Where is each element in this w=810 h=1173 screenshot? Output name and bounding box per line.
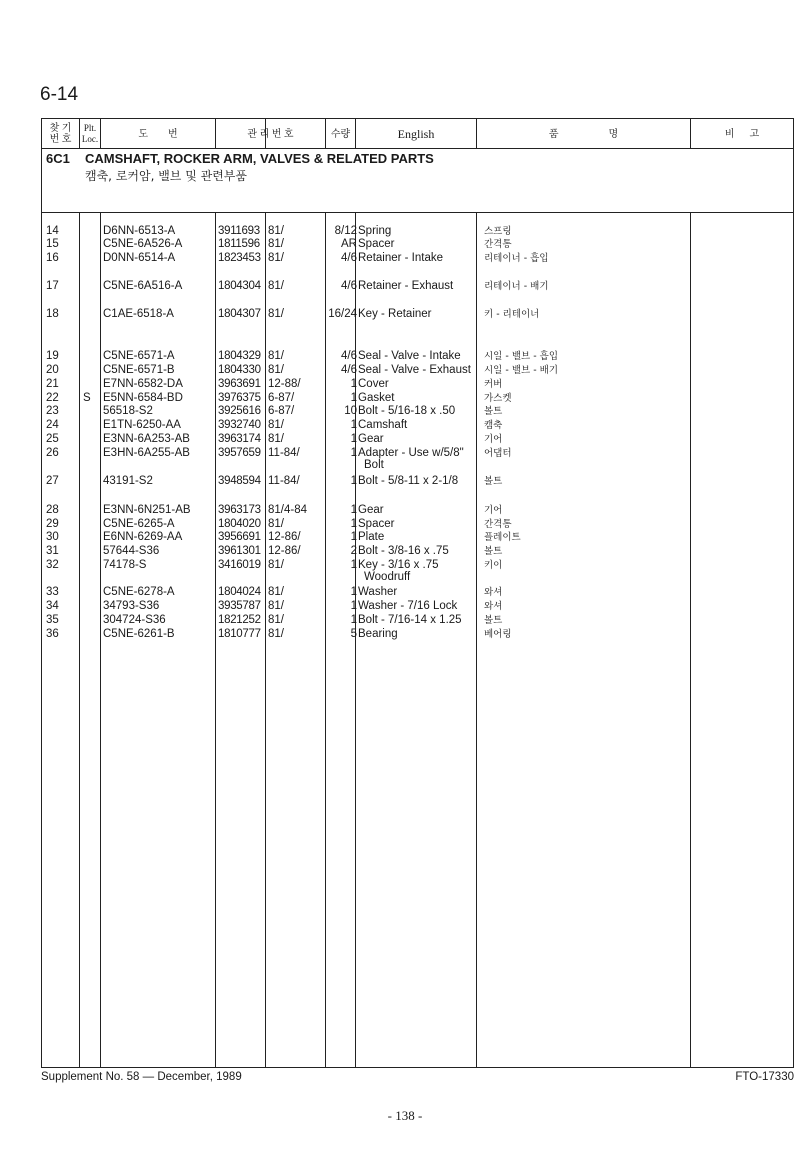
row-quantity: 1 <box>350 559 357 571</box>
row-loc: 31 <box>46 545 59 557</box>
row-part-number: E3NN-6A253-AB <box>103 433 190 445</box>
row-english-name: Seal - Valve - Intake <box>358 350 461 362</box>
row-loc: 35 <box>46 614 59 626</box>
row-korean-name: 캠축 <box>484 420 503 431</box>
row-korean-name: 볼트 <box>484 615 503 626</box>
row-loc: 21 <box>46 378 59 390</box>
row-quantity: 10 <box>344 405 357 417</box>
header-mgmt: 관 리 번 호 <box>247 128 294 140</box>
row-date: 11-84/ <box>268 475 300 487</box>
row-korean-name: 베어링 <box>484 629 512 640</box>
row-loc: 29 <box>46 518 59 530</box>
row-quantity: 4/6 <box>341 364 357 376</box>
row-loc: 25 <box>46 433 59 445</box>
col-divider <box>215 119 216 1067</box>
row-english-name: Retainer - Exhaust <box>358 280 454 292</box>
row-management-number: 1804024 <box>218 586 261 598</box>
row-management-number: 1804020 <box>218 518 261 530</box>
row-loc: 14 <box>46 225 59 237</box>
row-english-name: Bolt - 3/8-16 x .75 <box>358 545 449 557</box>
row-management-number: 3961301 <box>218 545 261 557</box>
row-date: 81/ <box>268 364 284 376</box>
row-english-name: Retainer - Intake <box>358 252 444 264</box>
row-english-name: Camshaft <box>358 419 408 431</box>
row-date: 81/ <box>268 280 284 292</box>
row-loc: 36 <box>46 628 59 640</box>
row-english-name: Plate <box>358 531 385 543</box>
row-english-name: Adapter - Use w/5/8" <box>358 447 464 459</box>
row-date: 81/ <box>268 225 284 237</box>
row-date: 81/4-84 <box>268 504 308 516</box>
row-korean-name: 기어 <box>484 505 503 516</box>
row-loc: 33 <box>46 586 59 598</box>
row-english-name: Washer - 7/16 Lock <box>358 600 458 612</box>
row-quantity: 4/6 <box>341 350 357 362</box>
row-management-number: 3976375 <box>218 392 261 404</box>
row-loc: 19 <box>46 350 59 362</box>
row-loc: 20 <box>46 364 59 376</box>
row-quantity: 1 <box>350 586 357 598</box>
row-english-name: Gear <box>358 504 384 516</box>
header-qty: 수량 <box>330 128 351 140</box>
row-management-number: 3416019 <box>218 559 261 571</box>
row-part-number: 43191-S2 <box>103 475 153 487</box>
section-title: CAMSHAFT, ROCKER ARM, VALVES & RELATED PARTS <box>85 151 434 166</box>
row-quantity: 1 <box>350 518 357 530</box>
row-english-name: Key - 3/16 x .75 <box>358 559 439 571</box>
row-date: 81/ <box>268 614 284 626</box>
row-english-name: Bolt - 5/16-18 x .50 <box>358 405 456 417</box>
row-part-number: C5NE-6265-A <box>103 518 175 530</box>
row-management-number: 3963174 <box>218 433 261 445</box>
row-part-number: E1TN-6250-AA <box>103 419 181 431</box>
row-korean-name: 커버 <box>484 379 503 390</box>
row-part-number: C5NE-6278-A <box>103 586 175 598</box>
row-korean-name: 키 - 리테이너 <box>484 309 540 320</box>
row-management-number: 1823453 <box>218 252 261 264</box>
row-part-number: 57644-S36 <box>103 545 160 557</box>
row-part-number: C5NE-6A516-A <box>103 280 183 292</box>
row-korean-name: 간격통 <box>484 239 512 250</box>
row-korean-name: 시일 - 밸브 - 흡입 <box>484 351 558 362</box>
section-title-korean: 캠축, 로커암, 밸브 및 관련부품 <box>85 169 247 183</box>
row-management-number: 3957659 <box>218 447 261 459</box>
row-management-number: 3963173 <box>218 504 261 516</box>
row-management-number: 1810777 <box>218 628 261 640</box>
row-quantity: 1 <box>350 433 357 445</box>
row-management-number: 3956691 <box>218 531 261 543</box>
col-divider <box>690 119 691 1067</box>
row-management-number: 3932740 <box>218 419 261 431</box>
row-english-name-cont: Woodruff <box>364 571 411 583</box>
row-english-name: Cover <box>358 378 389 390</box>
row-management-number: 3963691 <box>218 378 261 390</box>
row-part-number: C5NE-6571-B <box>103 364 175 376</box>
row-korean-name: 와셔 <box>484 587 503 598</box>
row-management-number: 1804307 <box>218 308 261 320</box>
row-date: 6-87/ <box>268 392 295 404</box>
row-loc: 17 <box>46 280 59 292</box>
row-korean-name: 플레이트 <box>484 532 521 543</box>
table-header <box>42 119 793 149</box>
row-korean-name: 간격통 <box>484 519 512 530</box>
row-loc: 16 <box>46 252 59 264</box>
col-divider <box>100 119 101 1067</box>
header-plt: Plt. Loc. <box>81 123 99 144</box>
row-loc: 30 <box>46 531 59 543</box>
row-date: 81/ <box>268 586 284 598</box>
row-loc: 22 <box>46 392 59 404</box>
row-loc: 24 <box>46 419 59 431</box>
row-korean-name: 볼트 <box>484 476 503 487</box>
header-part: 도 번 <box>138 128 178 140</box>
row-korean-name: 리테이너 - 배기 <box>484 281 549 292</box>
row-korean-name: 시일 - 밸브 - 배기 <box>484 365 558 376</box>
row-date: 12-88/ <box>268 378 301 390</box>
row-date: 81/ <box>268 350 284 362</box>
row-loc: 23 <box>46 405 59 417</box>
header-english: English <box>397 126 435 141</box>
form-number: FTO-17330 <box>735 1071 794 1083</box>
row-quantity: 1 <box>350 475 357 487</box>
row-korean-name: 키이 <box>484 560 503 571</box>
row-date: 81/ <box>268 419 284 431</box>
row-quantity: 2 <box>350 545 357 557</box>
row-english-name: Bolt - 7/16-14 x 1.25 <box>358 614 462 626</box>
row-part-number: D0NN-6514-A <box>103 252 176 264</box>
row-part-number: E5NN-6584-BD <box>103 392 183 404</box>
row-english-name: Key - Retainer <box>358 308 432 320</box>
row-english-name: Gear <box>358 433 384 445</box>
row-management-number: 1811596 <box>218 238 260 250</box>
row-english-name: Seal - Valve - Exhaust <box>358 364 471 376</box>
row-date: 81/ <box>268 518 284 530</box>
row-english-name: Gasket <box>358 392 395 404</box>
row-english-name: Spacer <box>358 518 395 530</box>
row-korean-name: 가스켓 <box>484 393 512 404</box>
row-loc: 18 <box>46 308 59 320</box>
row-loc: 28 <box>46 504 59 516</box>
parts-table <box>41 118 794 1068</box>
row-date: 81/ <box>268 433 284 445</box>
row-quantity: 1 <box>350 447 357 459</box>
row-korean-name: 기어 <box>484 434 503 445</box>
row-english-name-cont: Bolt <box>364 459 384 471</box>
col-divider <box>79 119 80 1067</box>
row-part-number: E3HN-6A255-AB <box>103 447 190 459</box>
row-quantity: 5 <box>350 628 357 640</box>
row-management-number: 1804329 <box>218 350 261 362</box>
row-korean-name: 리테이너 - 흡입 <box>484 253 549 264</box>
row-management-number: 1804330 <box>218 364 261 376</box>
row-management-number: 1804304 <box>218 280 261 292</box>
row-korean-name: 볼트 <box>484 546 503 557</box>
row-management-number: 3948594 <box>218 475 261 487</box>
row-quantity: 1 <box>350 392 357 404</box>
supplement-note: Supplement No. 58 — December, 1989 <box>41 1071 242 1083</box>
row-quantity: 1 <box>350 614 357 626</box>
row-date: 12-86/ <box>268 545 301 557</box>
row-date: 81/ <box>268 559 284 571</box>
row-part-number: 56518-S2 <box>103 405 153 417</box>
row-quantity: 8/12 <box>334 225 357 237</box>
row-quantity: 1 <box>350 378 357 390</box>
row-english-name: Spacer <box>358 238 395 250</box>
row-loc: 32 <box>46 559 59 571</box>
row-date: 81/ <box>268 600 284 612</box>
row-management-number: 3925616 <box>218 405 261 417</box>
row-quantity: 4/6 <box>341 280 357 292</box>
row-part-number: E3NN-6N251-AB <box>103 504 191 516</box>
row-date: 81/ <box>268 238 284 250</box>
row-korean-name: 와셔 <box>484 601 503 612</box>
row-english-name: Washer <box>358 586 398 598</box>
row-part-number: C1AE-6518-A <box>103 308 174 320</box>
row-management-number: 1821252 <box>218 614 261 626</box>
section-code: 6C1 <box>46 151 70 166</box>
header-remarks: 비 고 <box>724 128 760 140</box>
row-english-name: Bolt - 5/8-11 x 2-1/8 <box>358 475 459 487</box>
row-korean-name: 스프링 <box>484 226 512 237</box>
row-part-number: C5NE-6571-A <box>103 350 175 362</box>
section-heading <box>42 149 793 213</box>
row-management-number: 3911693 <box>218 225 260 237</box>
col-divider <box>476 119 477 1067</box>
col-divider <box>265 119 266 1067</box>
row-date: 81/ <box>268 628 284 640</box>
row-part-number: C5NE-6261-B <box>103 628 175 640</box>
row-quantity: 16/24 <box>328 308 357 320</box>
row-date: 6-87/ <box>268 405 295 417</box>
row-part-number: E7NN-6582-DA <box>103 378 183 390</box>
row-korean-name: 어댑터 <box>484 448 512 459</box>
row-part-number: 304724-S36 <box>103 614 166 626</box>
row-quantity: 1 <box>350 419 357 431</box>
row-part-number: C5NE-6A526-A <box>103 238 183 250</box>
row-part-number: D6NN-6513-A <box>103 225 176 237</box>
row-date: 12-86/ <box>268 531 301 543</box>
row-date: 81/ <box>268 252 284 264</box>
header-korean: 품 명 <box>548 128 619 140</box>
page-footer-number: - 138 - <box>387 1108 423 1123</box>
row-quantity: 1 <box>350 504 357 516</box>
row-plt: S <box>83 392 91 404</box>
row-part-number: E6NN-6269-AA <box>103 531 183 543</box>
row-quantity: 4/6 <box>341 252 357 264</box>
row-loc: 27 <box>46 475 59 487</box>
row-part-number: 34793-S36 <box>103 600 160 612</box>
row-part-number: 74178-S <box>103 559 147 571</box>
row-date: 11-84/ <box>268 447 300 459</box>
row-loc: 26 <box>46 447 59 459</box>
row-korean-name: 볼트 <box>484 406 503 417</box>
row-quantity: 1 <box>350 531 357 543</box>
page-number: 6-14 <box>40 84 79 105</box>
row-date: 81/ <box>268 308 284 320</box>
row-management-number: 3935787 <box>218 600 261 612</box>
row-english-name: Spring <box>358 225 392 237</box>
row-loc: 34 <box>46 600 59 612</box>
header-loc: 찾 기 번 호 <box>49 123 72 145</box>
row-english-name: Bearing <box>358 628 398 640</box>
row-quantity: AR <box>341 238 357 250</box>
row-quantity: 1 <box>350 600 357 612</box>
row-loc: 15 <box>46 238 59 250</box>
